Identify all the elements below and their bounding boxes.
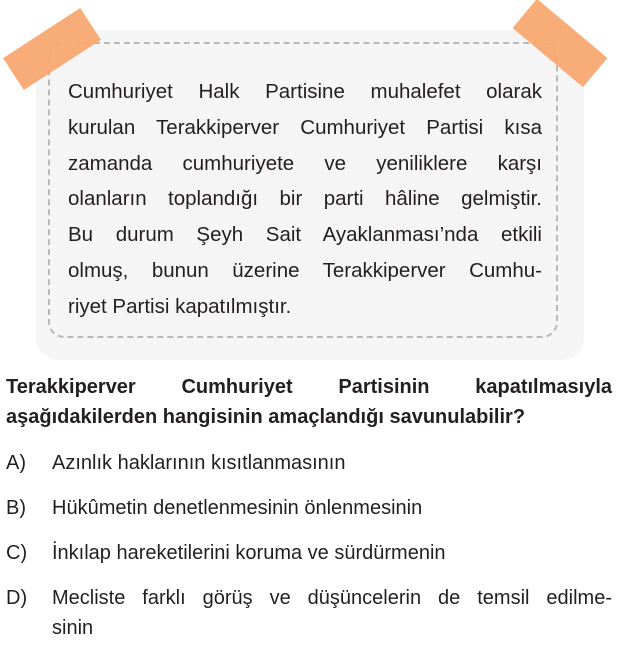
option-line: sinin — [52, 617, 94, 639]
passage-line: Cumhuriyet Halk Partisine muhalefet olarak — [68, 80, 542, 103]
option-c[interactable] — [6, 538, 612, 568]
passage-line: kurulan Terakkiperver Cumhuriyet Partisi kısa — [68, 115, 542, 139]
option-a[interactable] — [6, 448, 612, 478]
passage-line: olmuş, bunun üzerine Terakkiperver Cumhu- — [68, 258, 542, 282]
option-b[interactable] — [6, 493, 612, 523]
option-line: Hükûmetin denetlenmesinin önlenmesinin — [52, 497, 423, 519]
option-letter: B) — [6, 497, 26, 519]
option-line: Azınlık haklarının kısıtlanmasının — [52, 452, 346, 474]
option-text — [52, 493, 612, 523]
option-line: İnkılap hareketilerini koruma ve sürdürmenin — [52, 542, 446, 564]
passage-line: riyet Partisi kapatılmıştır. — [68, 294, 292, 318]
option-text — [52, 538, 612, 568]
option-text — [52, 448, 612, 478]
answer-options — [6, 448, 612, 658]
option-line: Mecliste farklı görüş ve düşüncelerin de temsil edilme- — [52, 587, 612, 609]
option-d[interactable] — [6, 583, 612, 643]
question-line: aşağıdakilerden hangisinin amaçlandığı savunulabilir? — [6, 406, 526, 428]
passage-line: olanların toplandığı bir parti hâline gelmiştir. — [68, 187, 542, 211]
option-letter: A) — [6, 452, 26, 474]
passage-line: zamanda cumhuriyete ve yeniliklere karşı — [68, 151, 542, 175]
option-letter: C) — [6, 542, 28, 564]
option-text — [52, 583, 612, 643]
question-line: Terakkiperver Cumhuriyet Partisinin kapatılmasıyla — [6, 376, 612, 398]
passage-line: Bu durum Şeyh Sait Ayaklanması’nda etkili — [68, 223, 542, 247]
passage-text — [68, 74, 542, 325]
question-stem — [6, 372, 612, 432]
option-letter: D) — [6, 587, 28, 609]
